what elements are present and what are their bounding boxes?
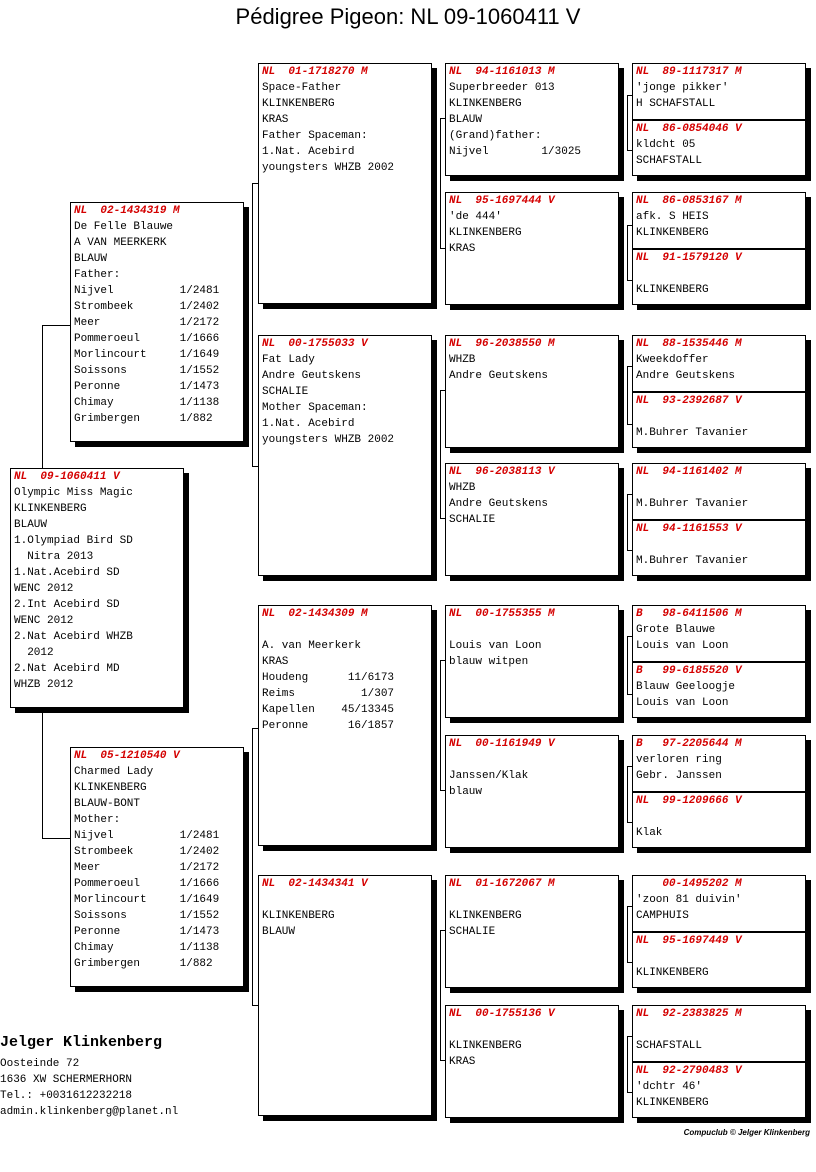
pigeon-card — [632, 392, 806, 448]
pigeon-info-line: SCHALIE — [262, 386, 309, 398]
pigeon-info-line: Louis van Loon — [449, 640, 542, 652]
pigeon-info-line — [262, 892, 428, 908]
breeder-city: 1636 XW SCHERMERHORN — [0, 1074, 133, 1086]
pigeon-card — [445, 605, 619, 718]
pigeon-ring-number: NL 94-1161553 V — [636, 523, 742, 535]
connector-line — [42, 838, 70, 839]
pigeon-info-line: afk. S HEIS — [636, 211, 709, 223]
pigeon-card — [632, 249, 806, 305]
pigeon-info-line: H SCHAFSTALL — [636, 98, 716, 110]
pigeon-ring-number: NL 01-1718270 M — [262, 66, 368, 78]
pigeon-info-line: SCHALIE — [449, 514, 496, 526]
pigeon-ring-number: NL 01-1672067 M — [449, 878, 555, 890]
pigeon-card — [632, 120, 806, 176]
pigeon-info-line: Soissons 1/1552 — [74, 910, 220, 922]
pigeon-ring-number: NL 91-1579120 V — [636, 252, 742, 264]
pigeon-info-line: Grimbergen 1/882 — [74, 958, 213, 970]
pigeon-info-line: 1.Nat. Acebird — [262, 146, 355, 158]
pigeon-info-line: M.Buhrer Tavanier — [636, 427, 749, 439]
pigeon-info-line: verloren ring — [636, 754, 722, 766]
pigeon-info-line: Strombeek 1/2402 — [74, 301, 220, 313]
connector-line — [627, 1036, 628, 1092]
pigeon-ring-number: NL 86-0853167 M — [636, 195, 742, 207]
pigeon-info-line: Janssen/Klak — [449, 770, 529, 782]
pigeon-info-line: WHZB — [449, 482, 476, 494]
pigeon-info-line — [636, 809, 802, 825]
pigeon-ring-number: NL 00-1755136 V — [449, 1008, 555, 1020]
pigeon-info-line: A VAN MEERKERK — [74, 237, 167, 249]
connector-line — [440, 118, 441, 248]
pigeon-info-line: 'jonge pikker' — [636, 82, 729, 94]
pigeon-card — [445, 192, 619, 305]
pigeon-info-line: Grote Blauwe — [636, 624, 716, 636]
pigeon-info-line: Father: — [74, 269, 121, 281]
pigeon-info-line: BLAUW — [449, 114, 483, 126]
breeder-contact — [0, 1034, 178, 1120]
pigeon-info-line: Houdeng 11/6173 — [262, 672, 395, 684]
pigeon-ring-number: NL 96-2038113 V — [449, 466, 555, 478]
pigeon-info-line: KRAS — [262, 656, 289, 668]
pigeon-info-line: Nijvel 1/3025 — [449, 146, 582, 158]
pigeon-info-line: Peronne 1/1473 — [74, 381, 220, 393]
pigeon-info-line: Kweekdoffer — [636, 354, 709, 366]
pigeon-info-line: SCHALIE — [449, 926, 496, 938]
pigeon-card — [445, 735, 619, 848]
pigeon-info-line: BLAUW — [74, 253, 108, 265]
pigeon-info-line — [449, 1022, 615, 1038]
pigeon-info-line: Gebr. Janssen — [636, 770, 722, 782]
connector-line — [440, 390, 441, 518]
pigeon-info-line — [636, 537, 802, 553]
pigeon-info-line: 1.Nat. Acebird — [262, 418, 355, 430]
pigeon-ring-number: NL 02-1434319 M — [74, 205, 180, 217]
pigeon-info-line: blauw — [449, 786, 483, 798]
connector-line — [627, 636, 628, 694]
pigeon-card — [632, 662, 806, 718]
pigeon-ring-number: NL 94-1161402 M — [636, 466, 742, 478]
connector-line — [627, 906, 628, 962]
pigeon-info-line: Meer 1/2172 — [74, 317, 220, 329]
pigeon-info-line: 1.Nat.Acebird SD — [14, 567, 120, 579]
pigeon-info-line: KLINKENBERG — [636, 227, 709, 239]
connector-line — [627, 95, 628, 150]
pigeon-info-line: Soissons 1/1552 — [74, 365, 220, 377]
pigeon-info-line: KLINKENBERG — [636, 1097, 709, 1109]
connector-line — [42, 708, 43, 838]
connector-line — [42, 325, 70, 326]
pigeon-ring-number: NL 02-1434341 V — [262, 878, 368, 890]
pigeon-info-line: Peronne 1/1473 — [74, 926, 220, 938]
pigeon-info-line: Fat Lady — [262, 354, 315, 366]
connector-line — [627, 366, 628, 424]
pigeon-card — [445, 875, 619, 988]
pigeon-ring-number: NL 89-1117317 M — [636, 66, 742, 78]
pigeon-card — [632, 605, 806, 662]
pigeon-info-line: 2012 — [14, 647, 54, 659]
pigeon-info-line: Nitra 2013 — [14, 551, 94, 563]
pigeon-info-line: SCHAFSTALL — [636, 1040, 703, 1052]
pigeon-info-line — [636, 480, 802, 496]
pigeon-info-line: BLAUW-BONT — [74, 798, 141, 810]
pigeon-info-line: Meer 1/2172 — [74, 862, 220, 874]
pigeon-info-line: Andre Geutskens — [636, 370, 736, 382]
pigeon-info-line: youngsters WHZB 2002 — [262, 162, 395, 174]
pigeon-info-line: Pommeroeul 1/1666 — [74, 878, 220, 890]
pigeon-info-line: SCHAFSTALL — [636, 155, 703, 167]
pigeon-ring-number: NL 96-2038550 M — [449, 338, 555, 350]
pigeon-card — [632, 63, 806, 120]
pigeon-info-line: KLINKENBERG — [449, 1040, 522, 1052]
pigeon-card — [632, 792, 806, 848]
pigeon-info-line: Chimay 1/1138 — [74, 397, 220, 409]
pigeon-info-line: M.Buhrer Tavanier — [636, 555, 749, 567]
pigeon-ring-number: NL 93-2392687 V — [636, 395, 742, 407]
pigeon-ring-number: NL 94-1161013 M — [449, 66, 555, 78]
pigeon-ring-number: NL 92-2790483 V — [636, 1065, 742, 1077]
pigeon-info-line: WENC 2012 — [14, 615, 74, 627]
pigeon-card — [10, 468, 184, 708]
pigeon-ring-number: NL 02-1434309 M — [262, 608, 368, 620]
pigeon-info-line: Andre Geutskens — [449, 370, 549, 382]
pigeon-info-line: Pommeroeul 1/1666 — [74, 333, 220, 345]
pigeon-info-line: Chimay 1/1138 — [74, 942, 220, 954]
pigeon-info-line: KLINKENBERG — [262, 98, 335, 110]
pigeon-info-line: KLINKENBERG — [449, 227, 522, 239]
connector-line — [252, 183, 253, 466]
pigeon-info-line: Andre Geutskens — [262, 370, 362, 382]
pigeon-ring-number: B 99-6185520 V — [636, 665, 742, 677]
pigeon-ring-number: NL 88-1535446 M — [636, 338, 742, 350]
pigeon-ring-number: B 97-2205644 M — [636, 738, 742, 750]
breeder-name: Jelger Klinkenberg — [0, 1034, 163, 1051]
pigeon-info-line: WENC 2012 — [14, 583, 74, 595]
pigeon-info-line: Klak — [636, 827, 663, 839]
pigeon-card — [258, 605, 432, 846]
pigeon-info-line: Nijvel 1/2481 — [74, 830, 220, 842]
connector-line — [252, 728, 253, 1005]
pigeon-info-line: KRAS — [449, 243, 476, 255]
breeder-email: admin.klinkenberg@planet.nl — [0, 1106, 179, 1118]
pigeon-info-line: Mother Spaceman: — [262, 402, 368, 414]
pigeon-ring-number: NL 95-1697444 V — [449, 195, 555, 207]
breeder-address: Oosteinde 72 — [0, 1058, 80, 1070]
pigeon-info-line: Superbreeder 013 — [449, 82, 555, 94]
pigeon-card — [632, 875, 806, 932]
pigeon-card — [632, 192, 806, 249]
pigeon-info-line — [449, 752, 615, 768]
software-credit: Compuclub © Jelger Klinkenberg — [683, 1128, 810, 1137]
pigeon-info-line: 'de 444' — [449, 211, 502, 223]
pigeon-info-line: KRAS — [262, 114, 289, 126]
pigeon-info-line: Blauw Geeloogje — [636, 681, 736, 693]
pigeon-info-line — [636, 409, 802, 425]
pigeon-card — [632, 932, 806, 988]
pigeon-card — [632, 520, 806, 576]
pigeon-info-line: KLINKENBERG — [262, 910, 335, 922]
pigeon-card — [445, 463, 619, 576]
pigeon-info-line: 2.Int Acebird SD — [14, 599, 120, 611]
pigeon-info-line: KLINKENBERG — [636, 284, 709, 296]
pigeon-ring-number: NL 00-1755033 V — [262, 338, 368, 350]
pigeon-info-line: KLINKENBERG — [449, 910, 522, 922]
pigeon-card — [445, 1005, 619, 1118]
pigeon-info-line — [636, 1022, 802, 1038]
pigeon-info-line: KLINKENBERG — [636, 967, 709, 979]
pigeon-card — [632, 335, 806, 392]
pigeon-info-line: Louis van Loon — [636, 697, 729, 709]
pigeon-info-line: 'zoon 81 duivin' — [636, 894, 742, 906]
pigeon-info-line: Andre Geutskens — [449, 498, 549, 510]
pigeon-info-line: Louis van Loon — [636, 640, 729, 652]
pigeon-card — [632, 735, 806, 792]
pigeon-info-line: Morlincourt 1/1649 — [74, 349, 220, 361]
pigeon-info-line: 2.Nat Acebird MD — [14, 663, 120, 675]
pigeon-info-line — [449, 892, 615, 908]
pigeon-info-line — [636, 949, 802, 965]
pigeon-ring-number: NL 05-1210540 V — [74, 750, 180, 762]
pigeon-ring-number: 00-1495202 M — [636, 878, 742, 890]
pigeon-card — [258, 63, 432, 304]
pigeon-info-line: WHZB — [449, 354, 476, 366]
page-title: Pédigree Pigeon: NL 09-1060411 V — [235, 4, 581, 29]
pigeon-card — [632, 1005, 806, 1062]
pigeon-ring-number: NL 00-1161949 V — [449, 738, 555, 750]
pigeon-info-line: Mother: — [74, 814, 121, 826]
connector-line — [42, 325, 43, 468]
pigeon-card — [632, 1062, 806, 1118]
pigeon-info-line: KLINKENBERG — [74, 782, 147, 794]
pigeon-ring-number: NL 92-2383825 M — [636, 1008, 742, 1020]
pigeon-ring-number: NL 09-1060411 V — [14, 471, 120, 483]
pigeon-info-line: Reims 1/307 — [262, 688, 395, 700]
pigeon-info-line: Father Spaceman: — [262, 130, 368, 142]
connector-line — [627, 766, 628, 822]
pigeon-info-line: 'dchtr 46' — [636, 1081, 703, 1093]
pigeon-info-line: youngsters WHZB 2002 — [262, 434, 395, 446]
connector-line — [627, 225, 628, 280]
connector-line — [440, 930, 441, 1060]
pigeon-info-line: Charmed Lady — [74, 766, 154, 778]
pigeon-info-line: KLINKENBERG — [449, 98, 522, 110]
pigeon-info-line: kldcht 05 — [636, 139, 696, 151]
pigeon-info-line — [636, 266, 802, 282]
pigeon-info-line: 2.Nat Acebird WHZB — [14, 631, 133, 643]
pigeon-ring-number: NL 95-1697449 V — [636, 935, 742, 947]
pigeon-info-line — [449, 622, 615, 638]
pigeon-info-line: A. van Meerkerk — [262, 640, 362, 652]
pigeon-info-line — [262, 622, 428, 638]
pigeon-card — [258, 875, 432, 1116]
pigeon-info-line: 1.Olympiad Bird SD — [14, 535, 133, 547]
connector-line — [627, 494, 628, 550]
pigeon-info-line: Kapellen 45/13345 — [262, 704, 395, 716]
pigeon-info-line: BLAUW — [14, 519, 48, 531]
pigeon-ring-number: NL 86-0854046 V — [636, 123, 742, 135]
pigeon-ring-number: NL 99-1209666 V — [636, 795, 742, 807]
pigeon-ring-number: B 98-6411506 M — [636, 608, 742, 620]
pigeon-ring-number: NL 00-1755355 M — [449, 608, 555, 620]
pigeon-info-line: Strombeek 1/2402 — [74, 846, 220, 858]
connector-line — [440, 660, 441, 790]
pigeon-card — [258, 335, 432, 576]
pigeon-card — [445, 335, 619, 448]
pigeon-info-line: Grimbergen 1/882 — [74, 413, 213, 425]
pigeon-info-line: WHZB 2012 — [14, 679, 74, 691]
pigeon-info-line: (Grand)father: — [449, 130, 542, 142]
pigeon-info-line: CAMPHUIS — [636, 910, 689, 922]
pigeon-card — [445, 63, 619, 176]
pigeon-info-line: KRAS — [449, 1056, 476, 1068]
pigeon-info-line: Nijvel 1/2481 — [74, 285, 220, 297]
pigeon-card — [70, 747, 244, 987]
pigeon-info-line: Peronne 16/1857 — [262, 720, 395, 732]
breeder-phone: Tel.: +0031612232218 — [0, 1090, 133, 1102]
pigeon-card — [70, 202, 244, 442]
pigeon-info-line: BLAUW — [262, 926, 296, 938]
pigeon-info-line: De Felle Blauwe — [74, 221, 174, 233]
pigeon-info-line: M.Buhrer Tavanier — [636, 498, 749, 510]
pigeon-info-line: blauw witpen — [449, 656, 529, 668]
pigeon-info-line: Morlincourt 1/1649 — [74, 894, 220, 906]
pigeon-card — [632, 463, 806, 520]
pigeon-info-line: Space-Father — [262, 82, 342, 94]
pigeon-info-line: KLINKENBERG — [14, 503, 87, 515]
pigeon-info-line: Olympic Miss Magic — [14, 487, 133, 499]
